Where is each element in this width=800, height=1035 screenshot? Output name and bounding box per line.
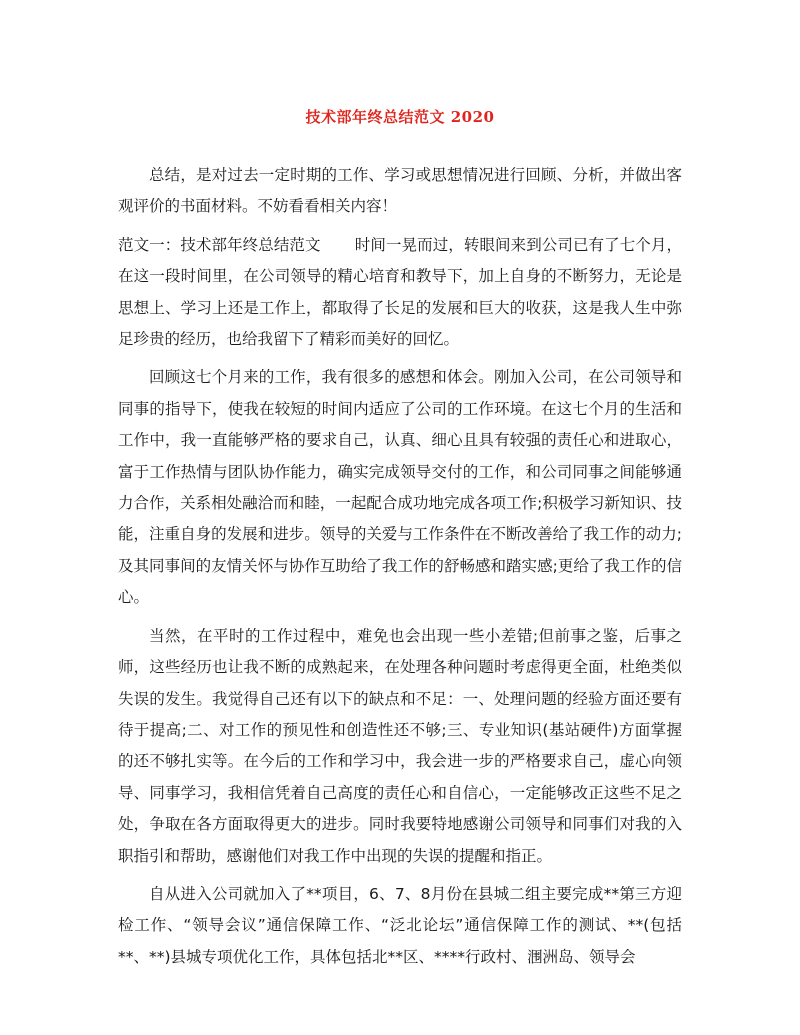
sample-heading: 范文一：技术部年终总结范文 — [118, 235, 321, 254]
paragraph-project: 自从进入公司就加入了**项目，6、7、8月份在县城二组主要完成**第三方迎检工作、“领导会议”通信保障工作、“泛北论坛”通信保障工作的测试、**(包括**、**)县城专项优化工作，具体包括北**区、****行政村、涠洲岛、领导会 — [118, 884, 682, 966]
sample-opening: 时间一晃而过，转眼间来到公司已有了七个月，在这一段时间里，在公司领导的精心培育和教导下，加上自身的不断努力，无论是思想上、学习上还是工作上，都取得了长足的发展和巨大的收获，这是我人生中弥足珍贵的经历，也给我留下了精彩而美好的回忆。 — [118, 235, 682, 349]
document-body — [118, 160, 682, 980]
paragraph-shortcomings: 当然，在平时的工作过程中，难免也会出现一些小差错;但前事之鉴，后事之师，这些经历也让我不断的成熟起来，在处理各种问题时考虑得更全面，杜绝类似失误的发生。我觉得自己还有以下的缺点和不足：一、处理问题的经验方面还要有待于提高;二、对工作的预见性和创造性还不够;三、专业知识(基站硬件)方面掌握的还不够扎实等。在今后的工作和学习中，我会进一步的严格要求自己，虚心向领导、同事学习，我相信凭着自己高度的责任心和自信心，一定能够改正这些不足之处，争取在各方面取得更大的进步。同时我要特地感谢公司领导和同事们对我的入职指引和帮助，感谢他们对我工作中出现的失误的提醒和指正。 — [118, 626, 682, 865]
paragraph-review: 回顾这七个月来的工作，我有很多的感想和体会。刚加入公司，在公司领导和同事的指导下，使我在较短的时间内适应了公司的工作环境。在这七个月的生活和工作中，我一直能够严格的要求自己，认真、细心且具有较强的责任心和进取心，富于工作热情与团队协作能力，确实完成领导交付的工作，和公司同事之间能够通力合作，关系相处融洽而和睦，一起配合成功地完成各项工作;积极学习新知识、技能，注重自身的发展和进步。领导的关爱与工作条件在不断改善给了我工作的动力;及其同事间的友情关怀与协作互助给了我工作的舒畅感和踏实感;更给了我工作的信心。 — [118, 368, 682, 607]
document-title: 技术部年终总结范文 2020 — [305, 108, 495, 126]
intro-paragraph: 总结，是对过去一定时期的工作、学习或思想情况进行回顾、分析，并做出客观评价的书面材料。不妨看看相关内容！ — [118, 166, 682, 216]
sample-heading-line — [118, 230, 682, 356]
